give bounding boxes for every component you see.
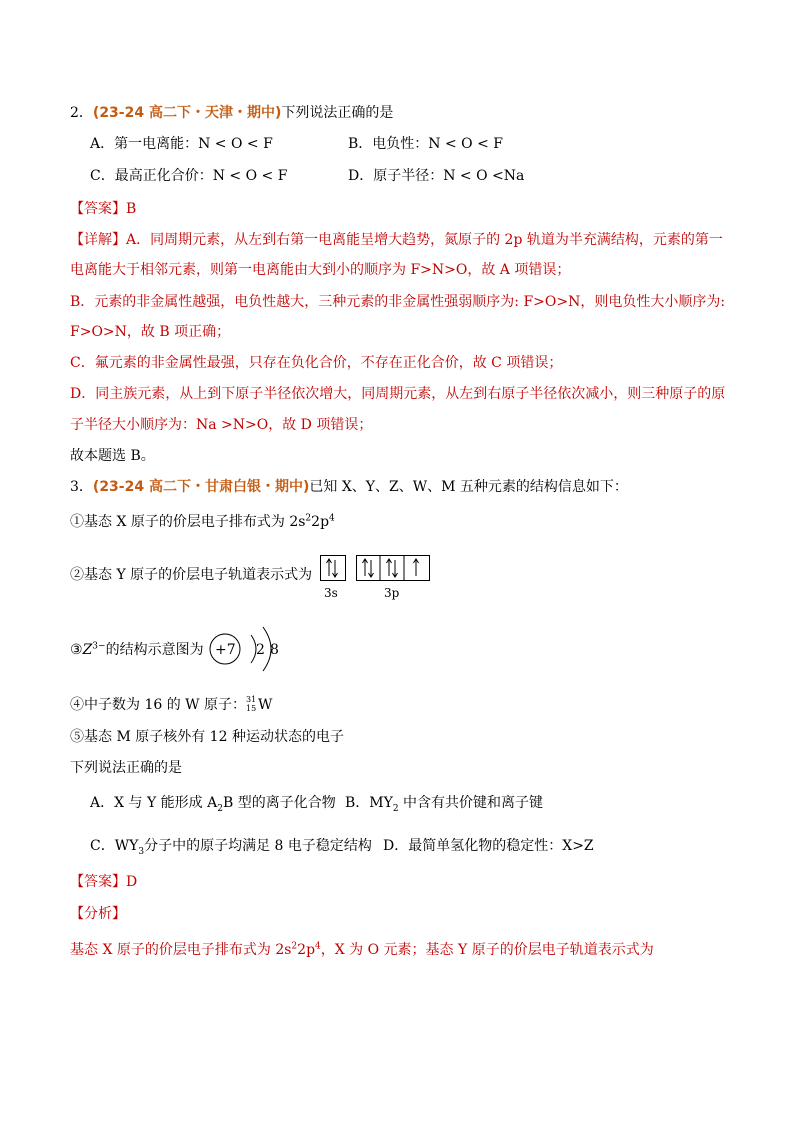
q3-number: 3．: [70, 479, 93, 495]
q2-explain-line-2: 电离能大于相邻元素，则第一电离能由大到小的顺序为 F>N>O，故 A 项错误；: [70, 262, 571, 278]
q3-info-3-pre: ③: [70, 642, 83, 658]
q3-source-tag: (23-24 高二下・甘肃白银・期中): [92, 479, 310, 495]
q2-explain-line-5: C．氟元素的非金属性最强，只存在负化合价，不存在正化合价，故 C 项错误；: [70, 355, 563, 371]
shell-2-electrons: 8: [270, 642, 279, 658]
q3-info-1-text: ①基态 X 原子的价层电子排布式为 2s: [70, 514, 306, 530]
orbital-3p-label: 3p: [384, 586, 400, 600]
q3-ion-symbol: Z: [82, 642, 93, 658]
q3-option-c: [90, 836, 372, 856]
q3-option-a-sub: 2: [217, 803, 223, 814]
q2-option-b: B．电负性：N < O < F: [348, 136, 503, 152]
q3-analysis-sup2: 4: [315, 941, 321, 952]
q2-explain-line-7: 子半径大小顺序为：Na >N>O，故 D 项错误；: [70, 417, 373, 433]
q3-info-3: [70, 640, 204, 660]
q2-explain-label: 【详解】: [70, 232, 126, 248]
w-atomic-number: 15: [246, 704, 257, 713]
q3-analysis-label: 【分析】: [70, 906, 126, 922]
q2-explain-line-6: D．同主族元素，从上到下原子半径依次增大，同周期元素，从左到右原子半径依次减小，则三种原子的原: [70, 386, 726, 402]
q2-stem-text: 下列说法正确的是: [281, 105, 394, 121]
q2-stem: [70, 103, 393, 123]
q3-stem-text: 已知 X、Y、Z、W、M 五种元素的结构信息如下：: [309, 479, 628, 495]
q3-info-3-post: 的结构示意图为: [105, 642, 204, 658]
q3-option-b-post: 中含有共价键和离子键: [398, 795, 544, 811]
q2-answer: [70, 199, 136, 219]
q3-option-c-post: 分子中的原子均满足 8 电子稳定结构: [144, 838, 372, 854]
q3-option-a: [90, 793, 336, 813]
q3-info-1-sup2: 4: [329, 513, 335, 524]
q3-prompt: 下列说法正确的是: [70, 760, 182, 776]
q3-answer-label: 【答案】: [70, 874, 126, 890]
q3-option-b-pre: B．MY: [345, 795, 393, 811]
w-nuclide-numbers: [246, 695, 258, 715]
q3-answer-value: D: [126, 874, 138, 890]
q2-option-c: C．最高正化合价：N < O < F: [90, 168, 288, 184]
q3-analysis-pre: 基态 X 原子的价层电子排布式为 2s: [70, 942, 292, 958]
q3-option-a-post: B 型的离子化合物: [222, 795, 336, 811]
q3-info-5: ⑤基态 M 原子核外有 12 种运动状态的电子: [70, 729, 344, 745]
q3-info-2: ②基态 Y 原子的价层电子轨道表示式为: [70, 567, 313, 583]
q2-source-tag: (23-24 高二下・天津・期中): [92, 105, 282, 121]
q3-info-1-sup1: 2: [305, 513, 312, 524]
q2-conclusion: 故本题选 B。: [70, 448, 155, 464]
q3-option-c-sub: 3: [138, 846, 145, 857]
q2-answer-value: B: [126, 201, 137, 217]
q2-explain-text-1: A．同周期元素，从左到右第一电离能呈增大趋势，氮原子的 2p 轨道为半充满结构，元素的第一: [126, 232, 723, 248]
orbital-3p-arrows-icon: [356, 555, 430, 581]
q3-info-1: [70, 512, 335, 532]
q2-option-a: A．第一电离能：N < O < F: [90, 136, 273, 152]
q2-answer-label: 【答案】: [70, 201, 126, 217]
q3-ion-charge: 3−: [92, 641, 106, 652]
q3-option-c-pre: C．WY: [90, 838, 139, 854]
orbital-3s-arrows-icon: [320, 555, 346, 581]
q3-info-4: [70, 695, 272, 715]
q3-option-a-pre: A．X 与 Y 能形成 A: [90, 795, 218, 811]
q3-analysis-sup1: 2: [291, 941, 298, 952]
q3-option-d: D．最简单氢化物的稳定性：X>Z: [383, 838, 594, 854]
w-mass-number: 31: [246, 695, 257, 704]
q2-explain-line-3: B．元素的非金属性越强，电负性越大，三种元素的非金属性强弱顺序为: F>O>N，则电负性大小顺序为:: [70, 294, 726, 310]
q2-explain-line-1: [70, 230, 723, 250]
q3-option-b: [345, 793, 543, 813]
q3-analysis-post: ，X 为 O 元素；基态 Y 原子的价层电子轨道表示式为: [320, 942, 654, 958]
q3-info-1-mid: 2p: [311, 514, 330, 530]
q3-info-4-text: ④中子数为 16 的 W 原子：: [70, 697, 247, 713]
q2-number: 2．: [70, 105, 93, 121]
q3-analysis-mid: 2p: [297, 942, 316, 958]
q2-explain-line-4: F>O>N，故 B 项正确；: [70, 324, 231, 340]
q3-stem: [70, 477, 628, 497]
q3-option-b-sub: 2: [392, 803, 399, 814]
shell-1-electrons: 2: [256, 642, 265, 658]
w-symbol: W: [258, 697, 273, 713]
nucleus-charge: +7: [215, 642, 236, 658]
q3-answer: [70, 872, 137, 892]
q2-option-d: D．原子半径：N < O <Na: [348, 168, 525, 184]
orbital-3s-label: 3s: [324, 586, 338, 600]
q3-analysis-text: [70, 940, 654, 960]
